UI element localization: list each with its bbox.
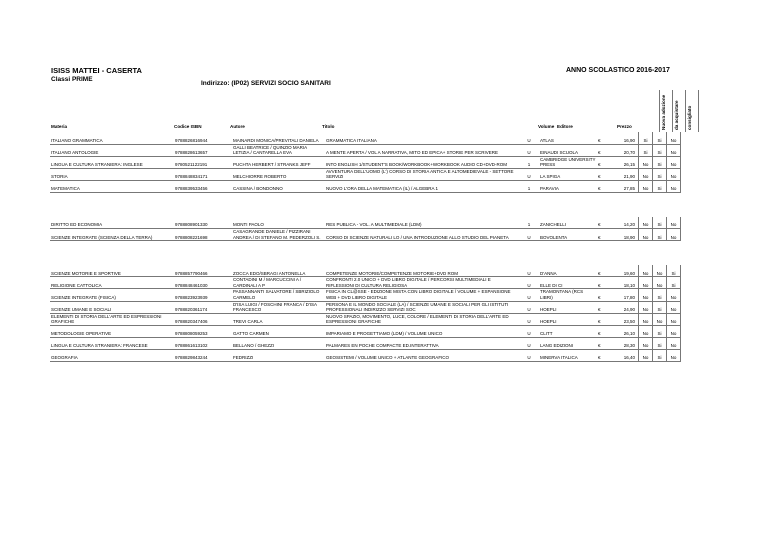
price-cell: 21,90: [609, 168, 639, 180]
publisher-cell: LA SPIGA: [539, 168, 597, 180]
new-adoption-cell: No: [639, 350, 653, 362]
author-cell: MONTI PAOLO: [232, 217, 325, 229]
subject-cell: ITALIANO ANTOLOGIE: [50, 144, 174, 156]
address-label: Indirizzo: (IP02) SERVIZI SOCIO SANITARI: [201, 80, 331, 87]
class-label: Classi PRIME: [51, 76, 93, 83]
recommended-cell: No: [667, 289, 681, 301]
price-cell: 18,90: [609, 229, 639, 241]
table-row: [50, 265, 681, 277]
isbn-cell: 9788857790466: [174, 265, 232, 277]
author-cell: CASSINA / BONDONNO: [232, 181, 325, 193]
new-adoption-cell: No: [639, 313, 653, 325]
currency-cell: €: [597, 301, 609, 313]
to-buy-cell: Si: [653, 217, 667, 229]
volume-cell: 1: [519, 181, 539, 193]
publisher-cell: CLITT: [539, 326, 597, 338]
title-cell: FISICA IN CL@SSE - EDIZIONE MISTA CON LIBRO DIGITALE / VOLUME + ESPANSIONE WEB + DVD LIBRO DIGITALE: [325, 289, 519, 301]
subject-cell: SCIENZE INTEGRATE (FISICA): [50, 289, 174, 301]
recommended-cell: No: [667, 313, 681, 325]
table-row: [50, 144, 681, 156]
col-header-consigliato: consigliato: [687, 105, 692, 130]
to-buy-cell: Si: [653, 181, 667, 193]
publisher-cell: CAMBRIDGE UNIVERSITY PRESS: [540, 156, 596, 168]
author-cell: D'ISA LUIGI / FOSCHINI FRANCA / D'ISA FRANCESCO: [232, 301, 325, 313]
volume-cell: U: [519, 144, 539, 156]
header-divider: [685, 90, 686, 132]
currency-cell: €: [597, 229, 609, 241]
author-cell: MAINARDI MONICA/PREVITALI DANIELA: [232, 132, 325, 144]
isbn-cell: 9780521122191: [174, 156, 232, 168]
to-buy-cell: No: [653, 277, 667, 289]
price-cell: 14,20: [609, 217, 639, 229]
isbn-cell: 9788839533456: [174, 181, 232, 193]
col-header-acquistare: da acquistare: [674, 100, 679, 130]
subject-cell: STORIA: [50, 168, 174, 180]
isbn-cell: 9788829843244: [174, 350, 232, 362]
to-buy-cell: Si: [653, 156, 667, 168]
subject-cell: METODOLOGIE OPERATIVE: [50, 326, 174, 338]
currency-cell: €: [597, 156, 609, 168]
recommended-cell: No: [667, 181, 681, 193]
price-cell: 19,60: [609, 265, 639, 277]
title-cell: INTO ENGLISH 1/STUDENT'S BOOK/WORKBOOK+WORKBOOK AUDIO CD+DVD-ROM: [325, 156, 519, 168]
subject-cell: LINGUA E CULTURA STRANIERA: INGLESE: [50, 156, 174, 168]
isbn-cell: 9788823923939: [174, 289, 232, 301]
school-name: ISISS MATTEI - CASERTA: [51, 66, 142, 75]
col-header-volume: Volume: [538, 124, 555, 129]
spacer-cell: [50, 193, 681, 217]
table-row: [50, 229, 681, 241]
new-adoption-cell: No: [639, 301, 653, 313]
publisher-cell: PARAVIA: [539, 181, 597, 193]
isbn-cell: 9788820347406: [174, 313, 232, 325]
table-row: [50, 338, 681, 350]
isbn-cell: 9788808221698: [174, 229, 232, 241]
new-adoption-cell: No: [639, 156, 653, 168]
subject-cell: ELEMENTI DI STORIA DELL'ARTE ED ESPRESSIONI GRAFICHE: [50, 313, 174, 325]
new-adoption-cell: No: [639, 217, 653, 229]
recommended-cell: Si: [667, 277, 681, 289]
table-row: [50, 168, 681, 180]
subject-cell: GEOGRAFIA: [50, 350, 174, 362]
volume-cell: U: [519, 277, 539, 289]
currency-cell: €: [597, 277, 609, 289]
recommended-cell: No: [667, 338, 681, 350]
currency-cell: €: [597, 217, 609, 229]
price-cell: 16,40: [609, 350, 639, 362]
recommended-cell: No: [667, 350, 681, 362]
subject-cell: MATEMATICA: [50, 181, 174, 193]
to-buy-cell: Si: [653, 338, 667, 350]
table-row: [50, 350, 681, 362]
currency-cell: €: [597, 289, 609, 301]
price-cell: 18,10: [609, 277, 639, 289]
new-adoption-cell: No: [639, 168, 653, 180]
author-cell: TREVI CARLA: [232, 313, 325, 325]
title-cell: NUOVO SPAZIO, MOVIMENTO, LUCE, COLORE / ELEMENTI DI STORIA DELL'ARTE ED ESPRESSIONI GRAFICHE: [325, 313, 519, 325]
volume-cell: U: [519, 301, 539, 313]
price-cell: 24,90: [609, 301, 639, 313]
title-cell: NUOVO L'ORA DELLA MATEMATICA (IL) / ALGEBRA 1: [325, 181, 519, 193]
price-cell: 27,85: [609, 181, 639, 193]
isbn-cell: 9788861613102: [174, 338, 232, 350]
table-row: [50, 277, 681, 289]
new-adoption-cell: No: [639, 338, 653, 350]
volume-cell: U: [519, 168, 539, 180]
price-cell: 20,70: [609, 144, 639, 156]
recommended-cell: No: [667, 326, 681, 338]
spacer-row: [50, 193, 681, 217]
title-cell: CONFRONTI 2.0 UNICO + DVD LIBRO DIGITALE / PERCORSI MULTIMEDIALI E RIFLESSIONI DI CULTURA RELIGIOSA: [325, 277, 519, 289]
currency-cell: €: [597, 338, 609, 350]
recommended-cell: Si: [667, 265, 681, 277]
table-row: [50, 217, 681, 229]
title-cell: GRAMMATICA ITALIANA: [325, 132, 519, 144]
table-row: [50, 313, 681, 325]
title-cell: GEOSISTEMI / VOLUME UNICO + ATLANTE GEOGRAFICO: [325, 350, 519, 362]
price-cell: 26,10: [609, 326, 639, 338]
volume-cell: U: [519, 350, 539, 362]
price-cell: 28,30: [609, 338, 639, 350]
table-row: [50, 181, 681, 193]
to-buy-cell: Si: [653, 289, 667, 301]
volume-cell: 1: [519, 156, 539, 168]
price-cell: 17,80: [609, 289, 639, 301]
author-cell: GATTO CARMEN: [232, 326, 325, 338]
publisher-cell: EINAUDI SCUOLA: [539, 144, 597, 156]
author-cell: PASSANNANTI SALVATORE / SBRIZIOLO CARMELO: [232, 289, 325, 301]
isbn-cell: 9788848461030: [174, 277, 232, 289]
subject-cell: ITALIANO GRAMMATICA: [50, 132, 174, 144]
table-row: [50, 289, 681, 301]
volume-cell: U: [519, 313, 539, 325]
to-buy-cell: Si: [653, 326, 667, 338]
new-adoption-cell: No: [639, 265, 653, 277]
to-buy-cell: Si: [653, 229, 667, 241]
new-adoption-cell: Si: [639, 132, 653, 144]
table-row: [50, 326, 681, 338]
publisher-cell: MINERVA ITALICA: [539, 350, 597, 362]
publisher-cell: BOVOLENTA: [539, 229, 597, 241]
header-divider: [672, 90, 673, 132]
author-cell: CASAGRANDE DANIELE / PIZZIRANI ANDREA / DI STEFANO M. PEDERZOLI S.: [232, 229, 325, 241]
volume-cell: U: [519, 326, 539, 338]
author-cell: BELLANO / GHEZZI: [232, 338, 325, 350]
header-divider: [698, 90, 699, 132]
school-year: ANNO SCOLASTICO 2016-2017: [566, 67, 670, 74]
publisher-cell: HOEPLI: [539, 301, 597, 313]
title-cell: PALMARES EN POCHE COMPACTE ED.INTERATTIVA: [325, 338, 519, 350]
price-cell: 23,50: [609, 313, 639, 325]
currency-cell: €: [597, 326, 609, 338]
subject-cell: SCIENZE INTEGRATE (SCIENZA DELLA TERRA): [50, 229, 174, 241]
to-buy-cell: Si: [653, 350, 667, 362]
title-cell: AVVENTURA DELL'UOMO (L') CORSO DI STORIA ANTICA E ALTOMEDIEVALE - SETTORE SERVIZI: [325, 168, 519, 180]
publisher-cell: ZANICHELLI: [539, 217, 597, 229]
isbn-cell: 9788808059253: [174, 326, 232, 338]
isbn-cell: 9788820361174: [174, 301, 232, 313]
table-row: [50, 156, 681, 168]
author-cell: CONTADINI M / MARCUCCINI A / CARDINALI A P: [232, 277, 325, 289]
table-row: [50, 132, 681, 144]
recommended-cell: No: [667, 132, 681, 144]
to-buy-cell: Si: [653, 144, 667, 156]
volume-cell: U: [519, 132, 539, 144]
new-adoption-cell: No: [639, 229, 653, 241]
book-table: [50, 132, 681, 362]
to-buy-cell: Si: [653, 132, 667, 144]
currency-cell: €: [597, 181, 609, 193]
subject-cell: DIRITTO ED ECONOMIA: [50, 217, 174, 229]
col-header-materia: Materia: [51, 124, 68, 129]
title-cell: COMPETENZE MOTORIE/COMPETENZE MOTORIE+DVD ROM: [325, 265, 519, 277]
col-header-prezzo: Prezzo: [617, 124, 632, 129]
price-cell: 26,15: [609, 156, 639, 168]
title-cell: RES PUBLICA - VOL. A MULTIMEDIALE (LDM): [325, 217, 519, 229]
isbn-cell: 9788828613657: [174, 144, 232, 156]
subject-cell: RELIGIONE CATTOLICA: [50, 277, 174, 289]
publisher-cell: ELLE DI CI: [539, 277, 597, 289]
subject-cell: SCIENZE MOTORIE E SPORTIVE: [50, 265, 174, 277]
col-header-editore: Editore: [557, 124, 573, 129]
new-adoption-cell: No: [639, 181, 653, 193]
publisher-cell: LANG EDIZIONI: [539, 338, 597, 350]
isbn-cell: 9788808901330: [174, 217, 232, 229]
to-buy-cell: Si: [653, 301, 667, 313]
author-cell: MELCHIORRE ROBERTO: [232, 168, 325, 180]
new-adoption-cell: No: [639, 277, 653, 289]
new-adoption-cell: No: [639, 289, 653, 301]
publisher-cell: HOEPLI: [539, 313, 597, 325]
author-cell: FEDRIZZI: [232, 350, 325, 362]
col-header-isbn: Codice ISBN: [174, 124, 202, 129]
currency-cell: €: [597, 144, 609, 156]
new-adoption-cell: No: [639, 326, 653, 338]
table-row: [50, 301, 681, 313]
spacer-cell: [50, 241, 681, 265]
recommended-cell: No: [667, 168, 681, 180]
currency-cell: €: [597, 350, 609, 362]
isbn-cell: 9788826816944: [174, 132, 232, 144]
recommended-cell: No: [667, 217, 681, 229]
to-buy-cell: Si: [653, 168, 667, 180]
currency-cell: €: [597, 132, 609, 144]
author-cell: ZOCCA EDO/SBRAGI ANTONELLA: [232, 265, 325, 277]
to-buy-cell: No: [653, 265, 667, 277]
volume-cell: U: [519, 229, 539, 241]
title-cell: A MENTE APERTA / VOL A NARRATIVA, MITO ED EPICA+ STORIE PER SCRIVERE: [325, 144, 519, 156]
author-cell: PUCHTA HERBERT / STRANKS JEFF: [232, 156, 325, 168]
recommended-cell: No: [667, 301, 681, 313]
subject-cell: LINGUA E CULTURA STRANIERA: FRANCESE: [50, 338, 174, 350]
title-cell: CORSO DI SCIENZE NATURALI LO / UNA INTRODUZIONE ALLO STUDIO DEL PIANETA: [325, 229, 519, 241]
to-buy-cell: No: [653, 313, 667, 325]
currency-cell: €: [597, 313, 609, 325]
price-cell: 16,90: [609, 132, 639, 144]
publisher-cell: TRAMONTANA (RCS LIBRI): [539, 289, 597, 301]
volume-cell: 1: [519, 217, 539, 229]
publisher-cell: D'ANNA: [539, 265, 597, 277]
book-table-body: [50, 132, 681, 362]
volume-cell: U: [519, 265, 539, 277]
col-header-nuova: Nuova adozione: [661, 94, 666, 130]
new-adoption-cell: Si: [639, 144, 653, 156]
col-header-titolo: Titolo: [322, 124, 335, 129]
recommended-cell: No: [667, 144, 681, 156]
title-cell: PERSONA E IL MONDO SOCIALE (LA) / SCIENZE UMANE E SOCIALI PER GLI ISTITUTI PROFESSIONALI INDIRIZZO SERVIZI SOC: [325, 301, 519, 313]
recommended-cell: No: [667, 229, 681, 241]
recommended-cell: No: [667, 156, 681, 168]
currency-cell: €: [597, 168, 609, 180]
isbn-cell: 9788848834171: [174, 168, 232, 180]
subject-cell: SCIENZE UMANE E SOCIALI: [50, 301, 174, 313]
currency-cell: €: [597, 265, 609, 277]
publisher-cell: ATLAS: [539, 132, 597, 144]
volume-cell: U: [519, 338, 539, 350]
volume-cell: U: [519, 289, 539, 301]
col-header-autore: Autore: [230, 124, 245, 129]
author-cell: GALLI BEATRICE / QUINZIO MARIA LETIZIA / CANTARELLA EVA: [232, 144, 325, 156]
title-cell: IMPARIAMO E PROGETTIAMO (LDM) / VOLUME UNICO: [325, 326, 519, 338]
spacer-row: [50, 241, 681, 265]
header-divider: [659, 90, 660, 132]
